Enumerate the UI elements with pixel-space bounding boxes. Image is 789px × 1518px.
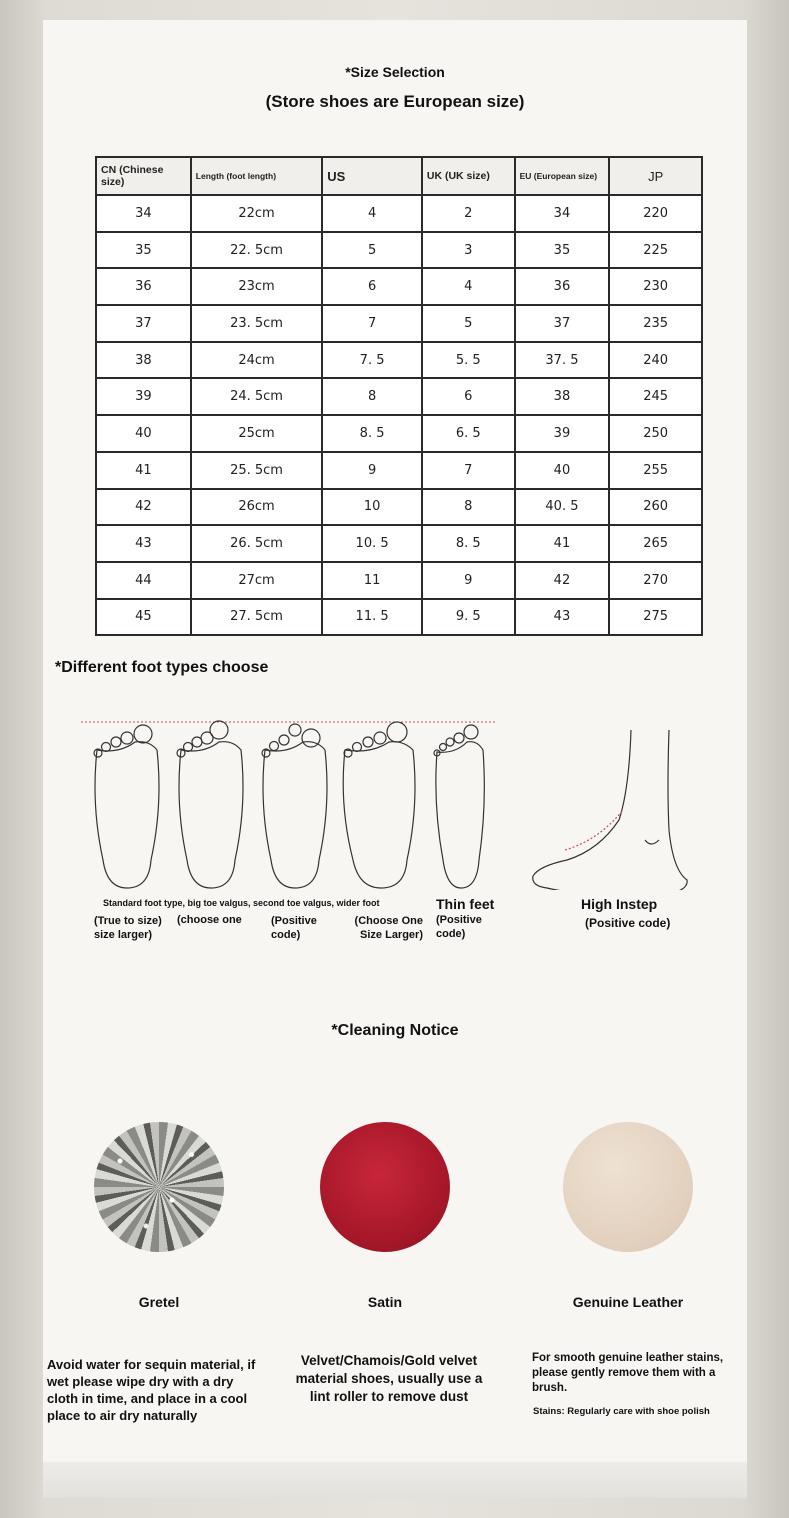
table-cell: 5 xyxy=(422,305,515,342)
table-row xyxy=(96,342,702,379)
table-cell: 230 xyxy=(609,268,702,305)
table-cell: 26. 5cm xyxy=(191,525,323,562)
thin-feet-title: Thin feet xyxy=(436,896,495,912)
big-toe-valgus-foot-icon xyxy=(177,721,243,888)
table-cell: 5. 5 xyxy=(422,342,515,379)
table-cell: 3 xyxy=(422,232,515,269)
gretel-swatch xyxy=(94,1122,224,1252)
table-row xyxy=(96,562,702,599)
table-cell: 36 xyxy=(515,268,610,305)
table-cell: 40. 5 xyxy=(515,489,610,526)
material-name-satin: Satin xyxy=(367,1294,403,1310)
label-choose-one-larger: (Choose One Size Larger) xyxy=(354,915,423,941)
header-uk: UK (UK size) xyxy=(422,157,515,195)
table-row xyxy=(96,415,702,452)
table-cell: 35 xyxy=(96,232,191,269)
table-cell: 10. 5 xyxy=(322,525,422,562)
table-row xyxy=(96,378,702,415)
high-instep-sub: (Positive code) xyxy=(585,916,671,930)
table-cell: 11 xyxy=(322,562,422,599)
foot-type-labels xyxy=(43,896,747,966)
table-cell: 24cm xyxy=(191,342,323,379)
table-cell: 7 xyxy=(322,305,422,342)
table-cell: 275 xyxy=(609,599,702,636)
bottom-bar xyxy=(43,1462,747,1498)
table-cell: 24. 5cm xyxy=(191,378,323,415)
table-cell: 41 xyxy=(515,525,610,562)
table-cell: 37 xyxy=(96,305,191,342)
table-cell: 22. 5cm xyxy=(191,232,323,269)
second-toe-valgus-foot-icon xyxy=(262,724,327,888)
table-cell: 25cm xyxy=(191,415,323,452)
table-cell: 23cm xyxy=(191,268,323,305)
table-cell: 225 xyxy=(609,232,702,269)
table-cell: 6 xyxy=(322,268,422,305)
table-cell: 250 xyxy=(609,415,702,452)
size-guide-page xyxy=(43,20,747,1498)
standard-foot-icon xyxy=(94,725,159,888)
high-instep-foot-icon xyxy=(533,730,687,890)
table-cell: 245 xyxy=(609,378,702,415)
table-cell: 260 xyxy=(609,489,702,526)
table-cell: 35 xyxy=(515,232,610,269)
table-cell: 26cm xyxy=(191,489,323,526)
table-row xyxy=(96,599,702,636)
satin-care-text: Velvet/Chamois/Gold velvet material shoes, usually use a lint roller to remove dust xyxy=(295,1353,483,1404)
table-cell: 220 xyxy=(609,195,702,232)
table-cell: 43 xyxy=(96,525,191,562)
thin-foot-icon xyxy=(434,725,484,888)
table-cell: 37. 5 xyxy=(515,342,610,379)
table-cell: 45 xyxy=(96,599,191,636)
table-cell: 23. 5cm xyxy=(191,305,323,342)
table-cell: 36 xyxy=(96,268,191,305)
table-header-row xyxy=(96,157,702,195)
table-cell: 40 xyxy=(515,452,610,489)
table-row xyxy=(96,195,702,232)
table-cell: 5 xyxy=(322,232,422,269)
foot-types-heading: *Different foot types choose xyxy=(55,659,269,676)
table-cell: 10 xyxy=(322,489,422,526)
table-cell: 8. 5 xyxy=(322,415,422,452)
header-length: Length (foot length) xyxy=(191,157,323,195)
wider-foot-icon xyxy=(343,722,415,888)
table-cell: 2 xyxy=(422,195,515,232)
thin-feet-sub: (Positive code) xyxy=(436,914,482,940)
size-selection-title: *Size Selection xyxy=(345,64,445,80)
table-cell: 6. 5 xyxy=(422,415,515,452)
table-cell: 39 xyxy=(515,415,610,452)
table-row xyxy=(96,489,702,526)
high-instep-title: High Instep xyxy=(581,896,658,912)
table-cell: 38 xyxy=(96,342,191,379)
table-cell: 43 xyxy=(515,599,610,636)
material-name-leather: Genuine Leather xyxy=(572,1294,684,1310)
table-cell: 27cm xyxy=(191,562,323,599)
table-cell: 265 xyxy=(609,525,702,562)
table-cell: 22cm xyxy=(191,195,323,232)
size-chart-table xyxy=(95,156,703,636)
table-cell: 7. 5 xyxy=(322,342,422,379)
table-row xyxy=(96,305,702,342)
table-cell: 41 xyxy=(96,452,191,489)
label-choose-one: (choose one xyxy=(177,914,242,926)
leather-swatch xyxy=(563,1122,693,1252)
satin-swatch xyxy=(320,1122,450,1252)
table-cell: 270 xyxy=(609,562,702,599)
size-table-body xyxy=(96,195,702,635)
leather-care-text: For smooth genuine leather stains, please gently remove them with a brush. xyxy=(532,1352,724,1394)
table-cell: 255 xyxy=(609,452,702,489)
header-cn: CN (Chinese size) xyxy=(96,157,191,195)
table-cell: 11. 5 xyxy=(322,599,422,636)
label-true-to-size-text: (True to size) xyxy=(94,915,162,927)
material-name-gretel: Gretel xyxy=(138,1294,180,1310)
table-cell: 8 xyxy=(422,489,515,526)
foot-types-illustration xyxy=(79,710,699,890)
table-cell: 9 xyxy=(422,562,515,599)
table-cell: 4 xyxy=(322,195,422,232)
header-eu: EU (European size) xyxy=(515,157,610,195)
gretel-care-text: Avoid water for sequin material, if wet please wipe dry with a dry cloth in time, and place in a cool place to air dry naturally xyxy=(47,1357,256,1423)
cleaning-notice-heading: *Cleaning Notice xyxy=(331,1022,459,1039)
table-cell: 9 xyxy=(322,452,422,489)
table-cell: 37 xyxy=(515,305,610,342)
table-cell: 34 xyxy=(96,195,191,232)
label-size-larger-text: size larger) xyxy=(94,929,153,941)
table-cell: 6 xyxy=(422,378,515,415)
foot-types-caption: Standard foot type, big toe valgus, second toe valgus, wider foot xyxy=(103,898,380,908)
label-true-to-size xyxy=(94,914,174,942)
table-cell: 42 xyxy=(515,562,610,599)
table-cell: 34 xyxy=(515,195,610,232)
table-cell: 25. 5cm xyxy=(191,452,323,489)
table-cell: 42 xyxy=(96,489,191,526)
table-cell: 44 xyxy=(96,562,191,599)
table-row xyxy=(96,452,702,489)
label-positive-code: (Positive code) xyxy=(271,915,317,941)
table-cell: 40 xyxy=(96,415,191,452)
header-us: US xyxy=(322,157,422,195)
size-selection-subtitle: (Store shoes are European size) xyxy=(265,92,525,111)
table-cell: 235 xyxy=(609,305,702,342)
table-cell: 39 xyxy=(96,378,191,415)
header-jp: JP xyxy=(609,157,702,195)
table-cell: 4 xyxy=(422,268,515,305)
table-cell: 8 xyxy=(322,378,422,415)
table-cell: 38 xyxy=(515,378,610,415)
table-cell: 9. 5 xyxy=(422,599,515,636)
table-cell: 27. 5cm xyxy=(191,599,323,636)
table-cell: 240 xyxy=(609,342,702,379)
stains-note: Stains: Regularly care with shoe polish xyxy=(533,1406,710,1417)
table-row xyxy=(96,525,702,562)
table-cell: 7 xyxy=(422,452,515,489)
table-row xyxy=(96,232,702,269)
table-cell: 8. 5 xyxy=(422,525,515,562)
table-row xyxy=(96,268,702,305)
